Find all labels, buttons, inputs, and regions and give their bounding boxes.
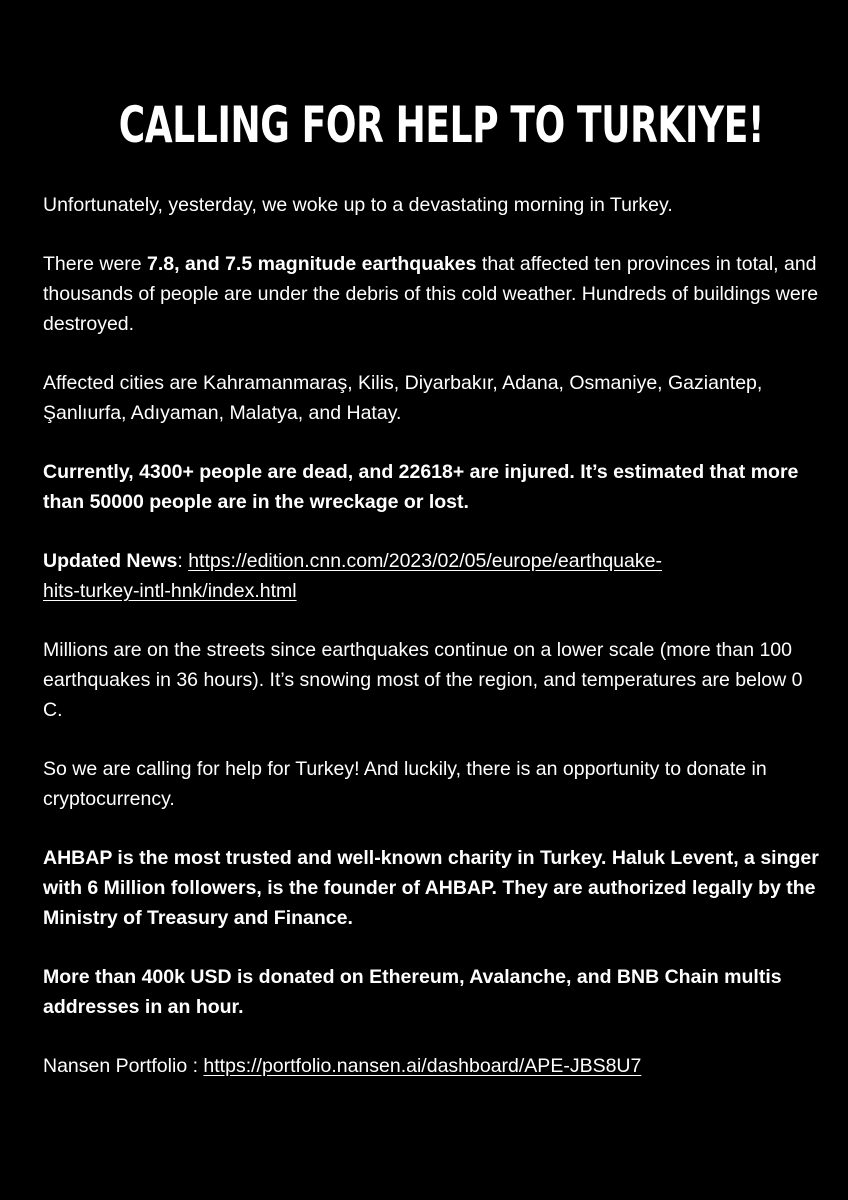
donation-paragraph: More than 400k USD is donated on Ethereum, Avalanche, and BNB Chain multis addresses in an hour. bbox=[43, 966, 782, 1018]
streets-paragraph: Millions are on the streets since earthquakes continue on a lower scale (more than 100 earthquakes in 36 hours). It’s snowing most of the region, and temperatures are below 0 C. bbox=[43, 639, 803, 721]
ahbap-paragraph: AHBAP is the most trusted and well-known charity in Turkey. Haluk Levent, a singer with 6 Million followers, is the founder of AHBAP. They are authorized legally by the Ministry of Treasury and Finance. bbox=[43, 847, 819, 929]
portfolio-label: Nansen Portfolio : bbox=[43, 1055, 204, 1077]
calling-paragraph: So we are calling for help for Turkey! And luckily, there is an opportunity to donate in cryptocurrency. bbox=[43, 758, 767, 810]
news-link-line-1: https://edition.cnn.com/2023/02/05/europe/earthquake- bbox=[188, 550, 662, 572]
updated-news-separator: : bbox=[177, 550, 189, 572]
earthquake-paragraph bbox=[43, 249, 823, 339]
earthquake-suffix: that affected ten provinces in total, and thousands of people are under the debris of this cold weather. Hundreds of buildings were destroyed. bbox=[43, 253, 819, 335]
portfolio-paragraph bbox=[43, 1051, 823, 1081]
news-link-line-2: hits-turkey-intl-hnk/index.html bbox=[43, 580, 297, 602]
magnitude-highlight: 7.8, and 7.5 magnitude earthquakes bbox=[147, 253, 477, 275]
updated-news-paragraph bbox=[43, 546, 823, 606]
portfolio-link[interactable]: https://portfolio.nansen.ai/dashboard/APE-JBS8U7 bbox=[203, 1055, 642, 1077]
casualties-paragraph: Currently, 4300+ people are dead, and 22618+ are injured. It’s estimated that more than 50000 people are in the wreckage or lost. bbox=[43, 461, 799, 513]
intro-paragraph: Unfortunately, yesterday, we woke up to a devastating morning in Turkey. bbox=[43, 194, 673, 216]
updated-news-label: Updated News bbox=[43, 550, 178, 572]
earthquake-prefix: There were bbox=[43, 253, 148, 275]
affected-cities-paragraph: Affected cities are Kahramanmaraş, Kilis, Diyarbakır, Adana, Osmaniye, Gaziantep, Şanlıurfa, Adıyaman, Malatya, and Hatay. bbox=[43, 372, 763, 424]
page-title: CALLING FOR HELP TO TURKIYE! bbox=[118, 96, 765, 154]
document-body bbox=[43, 190, 823, 1110]
